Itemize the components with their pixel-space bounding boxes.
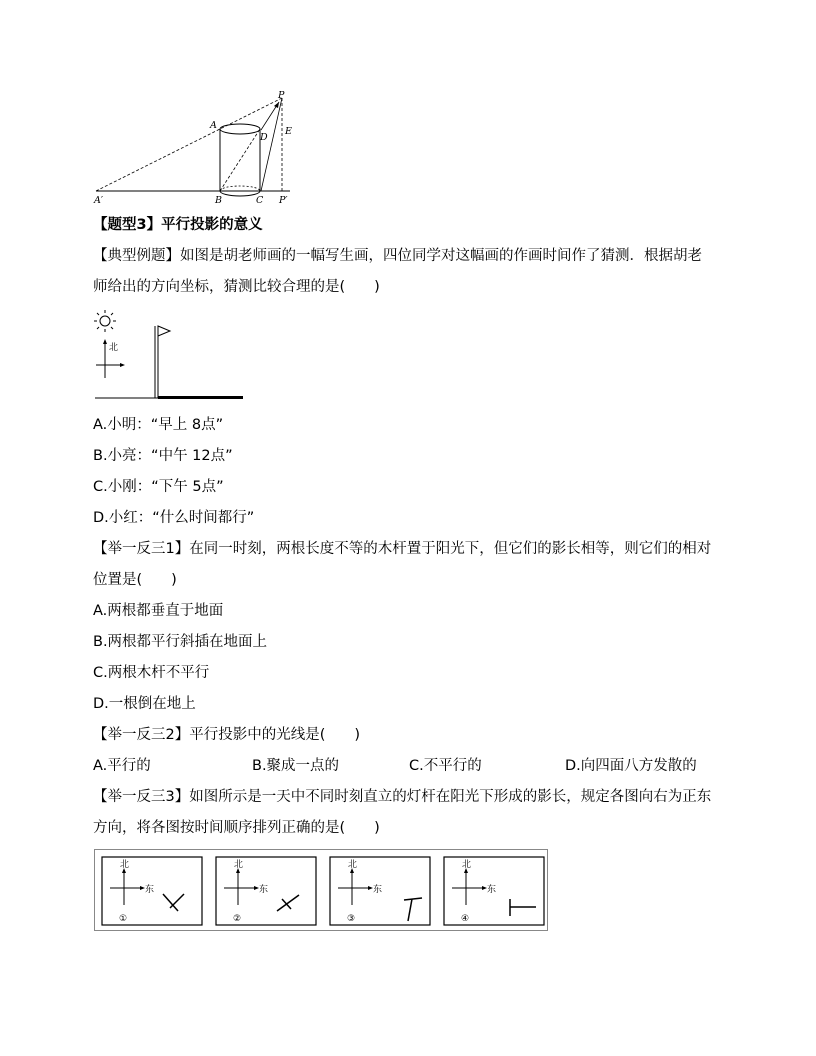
example-option-a: A.小明：“早上 8点”	[93, 417, 224, 433]
ray-P-C	[261, 98, 282, 191]
q1-option-b: B.两根都平行斜插在地面上	[93, 634, 268, 650]
flagpole-svg	[93, 308, 248, 403]
panel-2-north: 北	[234, 860, 244, 870]
cylinder-diagonal	[220, 129, 260, 191]
label-A-prime: A′	[94, 195, 104, 206]
q2-option-c: C.不平行的	[409, 758, 482, 774]
panel-1-east: 东	[145, 885, 155, 895]
panel-1-pole	[170, 894, 184, 908]
q1-text-line2: 位置是( )	[93, 572, 177, 588]
outer-frame	[95, 850, 548, 931]
label-D: D	[260, 132, 268, 143]
q3-text-line1: 【举一反三3】如图所示是一天中不同时刻直立的灯杆在阳光下形成的影长，规定各图向右为正东	[93, 789, 712, 805]
example-text-line1: 【典型例题】如图是胡老师画的一幅写生画，四位同学对这幅画的作画时间作了猜测．根据胡老	[93, 248, 702, 264]
panel-2-pole	[282, 899, 291, 909]
label-P: P	[278, 90, 285, 101]
label-B: B	[215, 195, 222, 206]
shadow-panels-svg	[94, 849, 549, 933]
q2-option-a: A.平行的	[93, 758, 151, 774]
cylinder-bottom-back	[220, 186, 260, 191]
shadow-panels-figure	[94, 849, 549, 933]
label-A: A	[210, 120, 217, 131]
sun-icon	[94, 310, 116, 332]
panel-3-num: ③	[347, 914, 356, 924]
panel-1-north: 北	[120, 860, 130, 870]
q3-text-line2: 方向，将各图按时间顺序排列正确的是( )	[93, 820, 380, 836]
panel-3-east: 东	[373, 885, 383, 895]
flag	[158, 326, 170, 336]
panel-4-num: ④	[461, 914, 470, 924]
cylinder-projection-figure	[90, 90, 300, 210]
north-label: 北	[109, 343, 119, 353]
arrow-head	[274, 102, 279, 108]
example-text-line2: 师给出的方向坐标，猜测比较合理的是( )	[93, 279, 380, 295]
cylinder-bottom-front	[220, 191, 260, 196]
section-title: 【题型3】平行投影的意义	[93, 217, 263, 233]
cylinder-top	[220, 124, 260, 134]
example-option-c: C.小刚：“下午 5点”	[93, 479, 224, 495]
panel-2-num: ②	[233, 914, 242, 924]
q1-option-d: D.一根倒在地上	[93, 696, 196, 712]
label-E: E	[285, 126, 292, 137]
q2-text-line1: 【举一反三2】平行投影中的光线是( )	[93, 727, 361, 743]
panel-4-north: 北	[462, 860, 472, 870]
label-C: C	[256, 195, 264, 206]
label-P-prime: P′	[279, 195, 288, 206]
panel-2-shadow	[277, 895, 299, 911]
panel-1-num: ①	[119, 914, 128, 924]
cylinder-projection-svg	[90, 90, 300, 210]
q1-option-c: C.两根木杆不平行	[93, 665, 210, 681]
q2-option-d: D.向四面八方发散的	[565, 758, 697, 774]
q2-options-row	[93, 756, 733, 776]
example-option-b: B.小亮：“中午 12点”	[93, 448, 233, 464]
panel-3-shadow	[408, 899, 412, 921]
panel-3-north: 北	[348, 860, 358, 870]
panel-4-east: 东	[487, 885, 497, 895]
panel-2-east: 东	[259, 885, 269, 895]
example-option-d: D.小红：“什么时间都行”	[93, 510, 255, 526]
panel-3-pole	[404, 898, 422, 900]
ray-P-A-prime	[96, 98, 282, 191]
q1-option-a: A.两根都垂直于地面	[93, 603, 224, 619]
q1-text-line1: 【举一反三1】在同一时刻，两根长度不等的木杆置于阳光下，但它们的影长相等，则它们的相对	[93, 541, 712, 557]
q2-option-b: B.聚成一点的	[252, 758, 340, 774]
pole-shadow	[158, 396, 243, 399]
flagpole-figure	[93, 308, 248, 403]
